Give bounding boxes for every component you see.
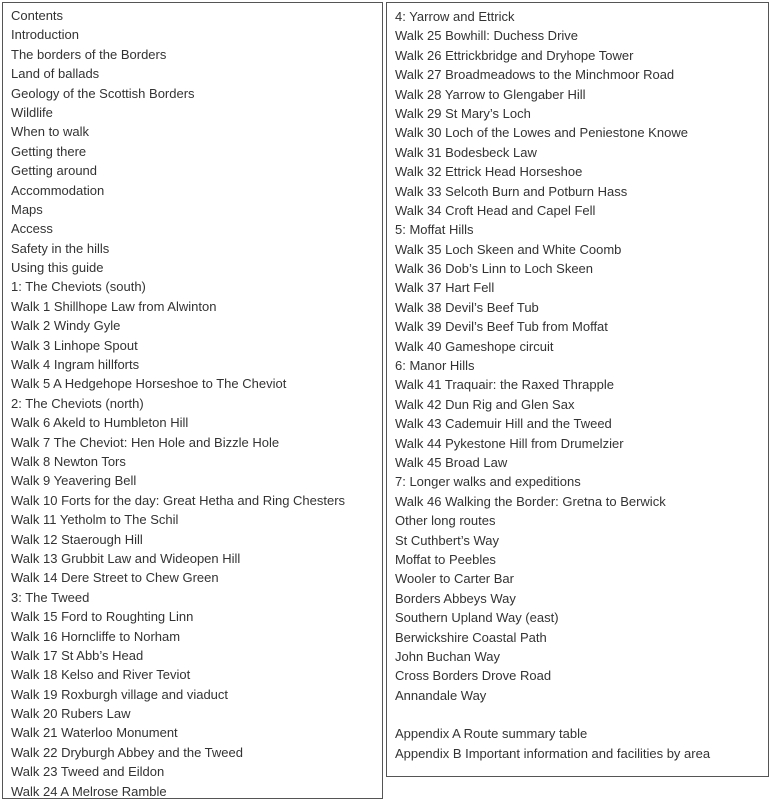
contents-entry-right[interactable]: Walk 41 Traquair: the Raxed Thrapple [395, 377, 614, 393]
contents-entry-right[interactable]: Walk 33 Selcoth Burn and Potburn Hass [395, 183, 628, 199]
contents-entry-left[interactable]: Wildlife [11, 104, 53, 120]
contents-entry-left[interactable]: Accommodation [11, 182, 105, 198]
contents-entry-left[interactable]: Walk 7 The Cheviot: Hen Hole and Bizzle Hole [11, 434, 280, 450]
contents-entry-right[interactable]: Other long routes [395, 513, 496, 529]
contents-entry-left[interactable]: Getting around [11, 163, 98, 179]
contents-entry-left[interactable]: Walk 5 A Hedgehope Horseshoe to The Cheviot [11, 376, 287, 392]
contents-entry-right[interactable]: Berwickshire Coastal Path [395, 629, 547, 645]
contents-entry-right[interactable]: Walk 34 Croft Head and Capel Fell [395, 202, 596, 218]
contents-entry-right[interactable]: Moffat to Peebles [395, 551, 496, 567]
contents-entry-left[interactable]: Introduction [11, 27, 79, 43]
contents-entry-left[interactable]: Walk 20 Rubers Law [11, 706, 131, 722]
contents-entry-left[interactable]: Walk 15 Ford to Roughting Linn [11, 609, 194, 625]
contents-entry-left[interactable]: Walk 18 Kelso and River Teviot [11, 667, 191, 683]
contents-entry-left[interactable]: Walk 16 Horncliffe to Norham [11, 628, 181, 644]
contents-entry-left[interactable]: Walk 22 Dryburgh Abbey and the Tweed [11, 744, 243, 760]
contents-entry-left[interactable]: Contents [11, 8, 64, 23]
contents-entry-right[interactable]: Cross Borders Drove Road [395, 668, 552, 684]
contents-entry-left[interactable]: Geology of the Scottish Borders [11, 85, 195, 101]
contents-entry-right[interactable]: Walk 30 Loch of the Lowes and Peniestone Knowe [395, 125, 688, 141]
contents-entry-left[interactable]: 3: The Tweed [11, 589, 90, 605]
contents-entry-right[interactable]: Walk 36 Dob’s Linn to Loch Skeen [395, 261, 594, 277]
contents-entry-right[interactable]: Walk 37 Hart Fell [395, 280, 495, 296]
contents-entry-right[interactable]: Appendix B Important information and facilities by area [395, 745, 711, 761]
contents-list-left [2, 2, 383, 799]
contents-entry-left[interactable]: Using this guide [11, 260, 104, 276]
contents-entry-left[interactable]: Access [11, 221, 53, 237]
contents-entry-left[interactable]: Walk 4 Ingram hillforts [11, 357, 140, 373]
contents-entry-right[interactable]: Walk 40 Gameshope circuit [395, 338, 554, 354]
contents-entry-left[interactable]: Walk 23 Tweed and Eildon [11, 764, 165, 780]
contents-entry-right[interactable]: Walk 46 Walking the Border: Gretna to Berwick [395, 493, 666, 509]
contents-entry-right[interactable]: St Cuthbert’s Way [395, 532, 500, 548]
contents-entry-left[interactable]: Getting there [11, 143, 87, 159]
contents-entry-right[interactable]: Southern Upland Way (east) [395, 610, 559, 626]
contents-entry-right[interactable]: Walk 38 Devil’s Beef Tub [395, 299, 539, 315]
contents-entry-right[interactable]: Walk 31 Bodesbeck Law [395, 144, 537, 160]
contents-entry-left[interactable]: Walk 1 Shillhope Law from Alwinton [11, 298, 217, 314]
contents-entry-right[interactable]: 4: Yarrow and Ettrick [395, 9, 515, 24]
contents-entry-left[interactable]: Walk 11 Yetholm to The Schil [11, 512, 179, 528]
contents-entry-left[interactable]: 2: The Cheviots (north) [11, 395, 144, 411]
contents-entry-right[interactable]: John Buchan Way [395, 648, 501, 664]
contents-entry-right[interactable]: Walk 27 Broadmeadows to the Minchmoor Road [395, 67, 675, 83]
contents-entry-left[interactable]: Walk 6 Akeld to Humbleton Hill [11, 415, 189, 431]
contents-entry-left[interactable]: Safety in the hills [11, 240, 110, 256]
contents-entry-left[interactable]: Walk 24 A Melrose Ramble [11, 783, 167, 799]
contents-entry-left[interactable]: Walk 17 St Abb’s Head [11, 647, 144, 663]
contents-entry-right[interactable]: Walk 32 Ettrick Head Horseshoe [395, 164, 583, 180]
contents-entry-right [395, 705, 768, 724]
contents-entry-right[interactable]: Annandale Way [395, 687, 487, 703]
contents-entry-left[interactable]: Walk 21 Waterloo Monument [11, 725, 178, 741]
contents-entry-right[interactable]: Walk 29 St Mary’s Loch [395, 105, 531, 121]
contents-entry-right[interactable]: Walk 44 Pykestone Hill from Drumelzier [395, 435, 624, 451]
contents-entry-right[interactable]: Borders Abbeys Way [395, 590, 516, 606]
contents-entry-right[interactable]: Walk 39 Devil’s Beef Tub from Moffat [395, 319, 608, 335]
contents-entry-right[interactable]: Walk 25 Bowhill: Duchess Drive [395, 28, 579, 44]
contents-entry-left[interactable]: Land of ballads [11, 66, 100, 82]
contents-entry-right[interactable]: 7: Longer walks and expeditions [395, 474, 581, 490]
contents-entry-right[interactable]: Walk 42 Dun Rig and Glen Sax [395, 396, 575, 412]
contents-entry-left[interactable]: When to walk [11, 124, 90, 140]
contents-entry-right[interactable]: Walk 35 Loch Skeen and White Coomb [395, 241, 622, 257]
contents-entry-right[interactable]: 5: Moffat Hills [395, 222, 474, 238]
contents-entry-left[interactable]: Walk 3 Linhope Spout [11, 337, 138, 353]
contents-entry-left[interactable]: Walk 19 Roxburgh village and viaduct [11, 686, 229, 702]
contents-entry-right[interactable]: 6: Manor Hills [395, 358, 475, 374]
contents-entry-right[interactable]: Walk 45 Broad Law [395, 454, 508, 470]
contents-entry-left[interactable]: The borders of the Borders [11, 46, 167, 62]
contents-entry-right[interactable]: Walk 28 Yarrow to Glengaber Hill [395, 86, 586, 102]
contents-entry-left[interactable]: Walk 9 Yeavering Bell [11, 473, 137, 489]
contents-entry-left[interactable]: Walk 8 Newton Tors [11, 453, 126, 469]
contents-entry-right[interactable]: Walk 26 Ettrickbridge and Dryhope Tower [395, 47, 634, 63]
contents-entry-right[interactable]: Appendix A Route summary table [395, 726, 588, 742]
contents-entry-left[interactable]: Maps [11, 201, 43, 217]
contents-entry-right[interactable]: Wooler to Carter Bar [395, 571, 514, 587]
contents-entry-left[interactable]: Walk 14 Dere Street to Chew Green [11, 570, 219, 586]
contents-entry-right[interactable]: Walk 43 Cademuir Hill and the Tweed [395, 416, 612, 432]
contents-entry-left[interactable]: Walk 13 Grubbit Law and Wideopen Hill [11, 550, 241, 566]
contents-entry-left[interactable]: Walk 2 Windy Gyle [11, 318, 121, 334]
contents-entry-left[interactable]: 1: The Cheviots (south) [11, 279, 146, 295]
contents-list-right [386, 2, 769, 777]
contents-entry-left[interactable]: Walk 10 Forts for the day: Great Hetha and Ring Chesters [11, 492, 346, 508]
contents-entry-left[interactable]: Walk 12 Staerough Hill [11, 531, 143, 547]
